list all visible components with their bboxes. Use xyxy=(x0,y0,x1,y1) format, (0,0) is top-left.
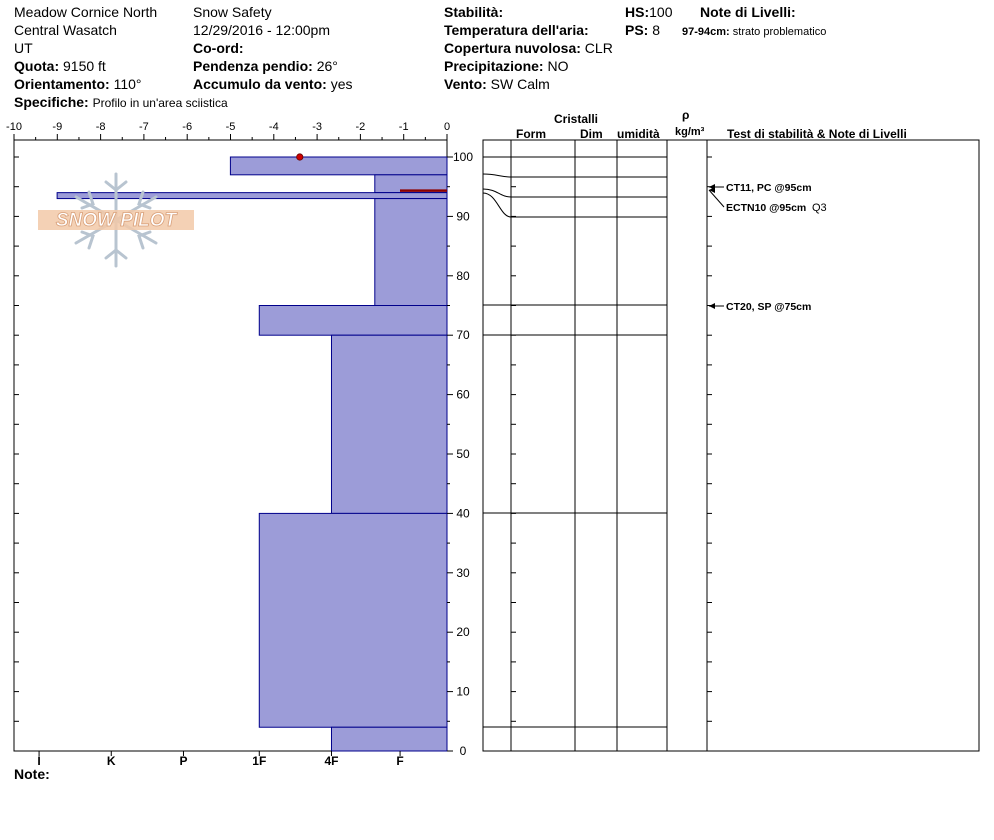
ps-label: PS: xyxy=(625,22,649,38)
datetime: 12/29/2016 - 12:00pm xyxy=(193,22,330,38)
stability-test-label-2: CT20, SP @75cm xyxy=(726,301,812,313)
connector-line-1 xyxy=(483,174,511,177)
temp-tick-label-5: -5 xyxy=(225,121,236,133)
temp-tick-label-6: -4 xyxy=(268,121,279,133)
hardness-bar-4 xyxy=(259,306,447,336)
depth-tick-label-6: 40 xyxy=(456,506,470,521)
notes-label: Note: xyxy=(14,766,50,782)
stability-test-label-0: CT11, PC @95cm xyxy=(726,182,812,194)
state-name: UT xyxy=(14,40,33,56)
snowpilot-logo xyxy=(36,168,196,272)
tests-header: Test di stabilità & Note di Livelli xyxy=(727,127,907,141)
wind-value: SW Calm xyxy=(490,76,550,92)
logo-text: SNOW PILOT xyxy=(55,210,177,231)
depth-tick-label-4: 60 xyxy=(456,387,470,402)
depth-tick-label-0: 100 xyxy=(452,150,474,164)
aspect-value: 110° xyxy=(113,76,142,92)
hardness-tick-label-4: 4F xyxy=(324,754,339,768)
density-header: kg/m³ xyxy=(675,126,705,138)
range-name: Central Wasatch xyxy=(14,22,117,38)
hs-label: HS: xyxy=(625,4,650,20)
depth-tick-label-8: 20 xyxy=(456,625,470,640)
temperature-point-0 xyxy=(297,154,303,160)
hardness-bar-5 xyxy=(331,335,447,513)
elevation-label: Quota: xyxy=(14,58,60,74)
right-frame xyxy=(483,140,979,751)
hardness-tick-label-1: K xyxy=(106,754,116,768)
slope-label: Pendenza pendio: xyxy=(193,58,313,74)
test-arrowhead-2 xyxy=(709,303,715,309)
temp-tick-label-3: -7 xyxy=(139,121,149,133)
hs-value: 100 xyxy=(649,4,673,20)
elevation-value: 9150 ft xyxy=(63,58,106,74)
temp-tick-label-9: -1 xyxy=(398,121,409,133)
hardness-bar-7 xyxy=(331,727,447,751)
temp-tick-label-1: -9 xyxy=(52,121,63,133)
test-arrow-line-1 xyxy=(709,190,724,207)
depth-tick-label-9: 10 xyxy=(456,684,470,699)
specifics-label: Specifiche: xyxy=(14,94,89,110)
form-header: Form xyxy=(516,127,546,141)
hardness-tick-label-5: F xyxy=(396,754,404,768)
precip-label: Precipitazione: xyxy=(444,58,544,74)
wind-loading-value: yes xyxy=(330,76,353,92)
size-header: Dim xyxy=(580,127,603,141)
depth-tick-label-1: 90 xyxy=(456,209,470,224)
depth-tick-label-2: 80 xyxy=(456,268,470,283)
hardness-tick-label-3: 1F xyxy=(252,754,267,768)
moisture-header: umidità xyxy=(617,127,660,141)
temp-tick-label-10: 0 xyxy=(443,121,451,133)
temp-tick-label-4: -6 xyxy=(182,121,193,133)
stability-test-q-1: Q3 xyxy=(812,202,827,214)
depth-tick-label-10: 0 xyxy=(459,744,467,758)
wind-loading-label: Accumulo da vento: xyxy=(193,76,327,92)
layer-note-text: strato problematico xyxy=(732,26,827,38)
aspect-label: Orientamento: xyxy=(14,76,110,92)
crystals-header: Cristalli xyxy=(554,112,599,126)
precip-value: NO xyxy=(547,58,569,74)
cloud-value: CLR xyxy=(584,40,613,56)
ps-value: 8 xyxy=(652,22,661,38)
temp-tick-label-8: -2 xyxy=(355,121,366,133)
hardness-bar-6 xyxy=(259,513,447,727)
stability-label: Stabilità: xyxy=(444,4,504,20)
temp-tick-label-2: -8 xyxy=(95,121,106,133)
hardness-bar-0 xyxy=(230,157,447,175)
temp-tick-label-7: -3 xyxy=(312,121,322,133)
layer-notes-label: Note di Livelli: xyxy=(700,4,796,20)
coord-label: Co-ord: xyxy=(193,40,244,56)
depth-tick-label-7: 30 xyxy=(456,565,470,580)
connector-line-2 xyxy=(483,189,511,197)
air-temp-label: Temperatura dell'aria: xyxy=(444,22,589,38)
hardness-tick-label-0: I xyxy=(37,754,41,768)
observer: Snow Safety xyxy=(193,4,272,20)
rho-header: ρ xyxy=(682,108,690,122)
snowflake-icon xyxy=(36,168,196,272)
wind-label: Vento: xyxy=(444,76,487,92)
stability-test-label-1: ECTN10 @95cm xyxy=(726,202,807,214)
layer-note-range: 97-94cm: xyxy=(682,26,730,38)
depth-tick-label-5: 50 xyxy=(456,447,470,461)
cloud-label: Copertura nuvolosa: xyxy=(444,40,581,56)
specifics-value: Profilo in un'area sciistica xyxy=(92,96,228,110)
temp-tick-label-0: -10 xyxy=(6,121,22,133)
layer-description-plot xyxy=(483,140,979,751)
slope-value: 26° xyxy=(316,58,338,74)
hardness-tick-label-2: P xyxy=(179,754,188,768)
hardness-bar-3 xyxy=(375,199,447,306)
location-name: Meadow Cornice North xyxy=(14,4,158,20)
depth-tick-label-3: 70 xyxy=(456,328,470,343)
